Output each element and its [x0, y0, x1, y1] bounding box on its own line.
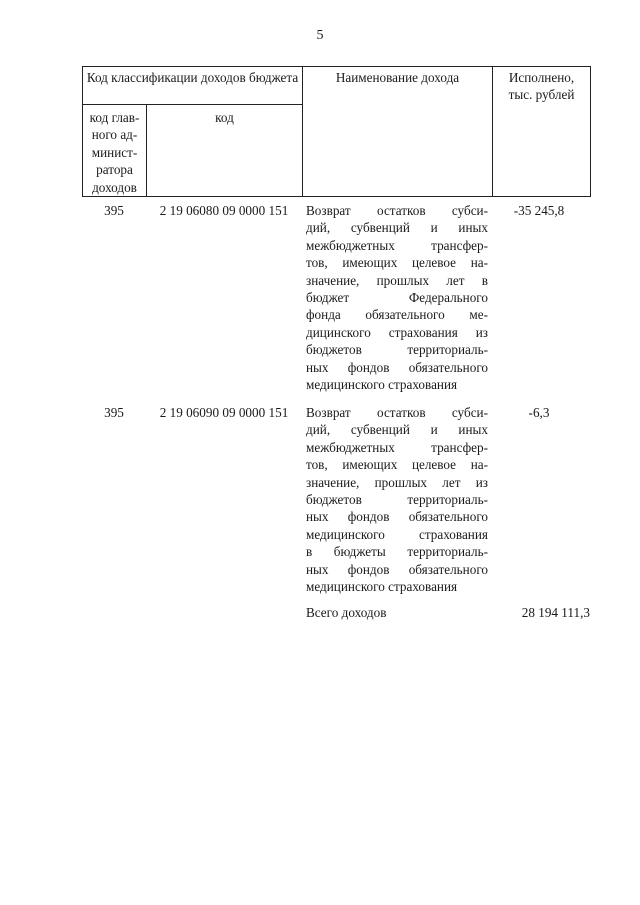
name-line: дий, субвенций и иных [306, 220, 488, 236]
name-line: бюджетов территориаль- [306, 492, 488, 508]
row-amount: -35 245,8 [513, 203, 565, 218]
name-line: межбюджетных трансфер- [306, 237, 488, 253]
row-admin-code: 395 [104, 405, 124, 420]
name-line: тов, имеющих целевое на- [306, 457, 488, 473]
total-amount: 28 194 111,3 [521, 605, 590, 620]
name-line: значение, прошлых лет из [306, 474, 488, 490]
header-group-cell [83, 67, 303, 105]
header-name-cell [303, 67, 493, 197]
name-line: медицинского страхования [306, 377, 458, 393]
name-line: Возврат остатков субси- [306, 405, 488, 420]
header-admin-line: минист- [91, 144, 138, 160]
name-line: медицинского страхования [306, 579, 458, 595]
name-line: ных фондов обязательного [306, 509, 488, 525]
header-admin-line: ратора [96, 162, 133, 178]
header-group-title: Код классификации доходов бюджета [86, 70, 299, 85]
name-line: бюджетов территориаль- [306, 342, 488, 358]
header-exec-line: тыс. рублей [508, 87, 575, 103]
row-admin-code: 395 [104, 203, 124, 218]
table-header [82, 66, 591, 197]
row-amount: -6,3 [528, 405, 550, 420]
header-code-title: код [215, 110, 234, 125]
name-line: ных фондов обязательного [306, 359, 488, 375]
name-line: в бюджеты территориаль- [306, 544, 488, 560]
name-line: бюджет Федерального [306, 290, 488, 306]
header-admin-line: ного ад- [91, 127, 138, 143]
name-line: медицинского страхования [306, 526, 488, 542]
page-number: 5 [316, 28, 324, 43]
header-exec-cell [493, 67, 591, 197]
row-income-name [306, 404, 488, 595]
header-exec-line: Исполнено, [508, 70, 575, 85]
name-line: значение, прошлых лет в [306, 272, 488, 288]
name-line: межбюджетных трансфер- [306, 439, 488, 455]
header-admin-line: код глав- [89, 110, 140, 125]
header-name-title: Наименование дохода [335, 70, 460, 85]
row-income-name [306, 202, 488, 393]
row-budget-code: 2 19 06080 09 0000 151 [159, 203, 289, 218]
name-line: дицинского страхования из [306, 324, 488, 340]
total-label: Всего доходов [306, 605, 387, 620]
header-code-cell [147, 105, 303, 197]
header-admin-cell [83, 105, 147, 197]
name-line: ных фондов обязательного [306, 561, 488, 577]
row-budget-code: 2 19 06090 09 0000 151 [159, 405, 289, 420]
name-line: фонда обязательного ме- [306, 307, 488, 323]
name-line: Возврат остатков субси- [306, 203, 488, 218]
name-line: тов, имеющих целевое на- [306, 255, 488, 271]
name-line: дий, субвенций и иных [306, 422, 488, 438]
header-admin-line: доходов [92, 179, 137, 195]
